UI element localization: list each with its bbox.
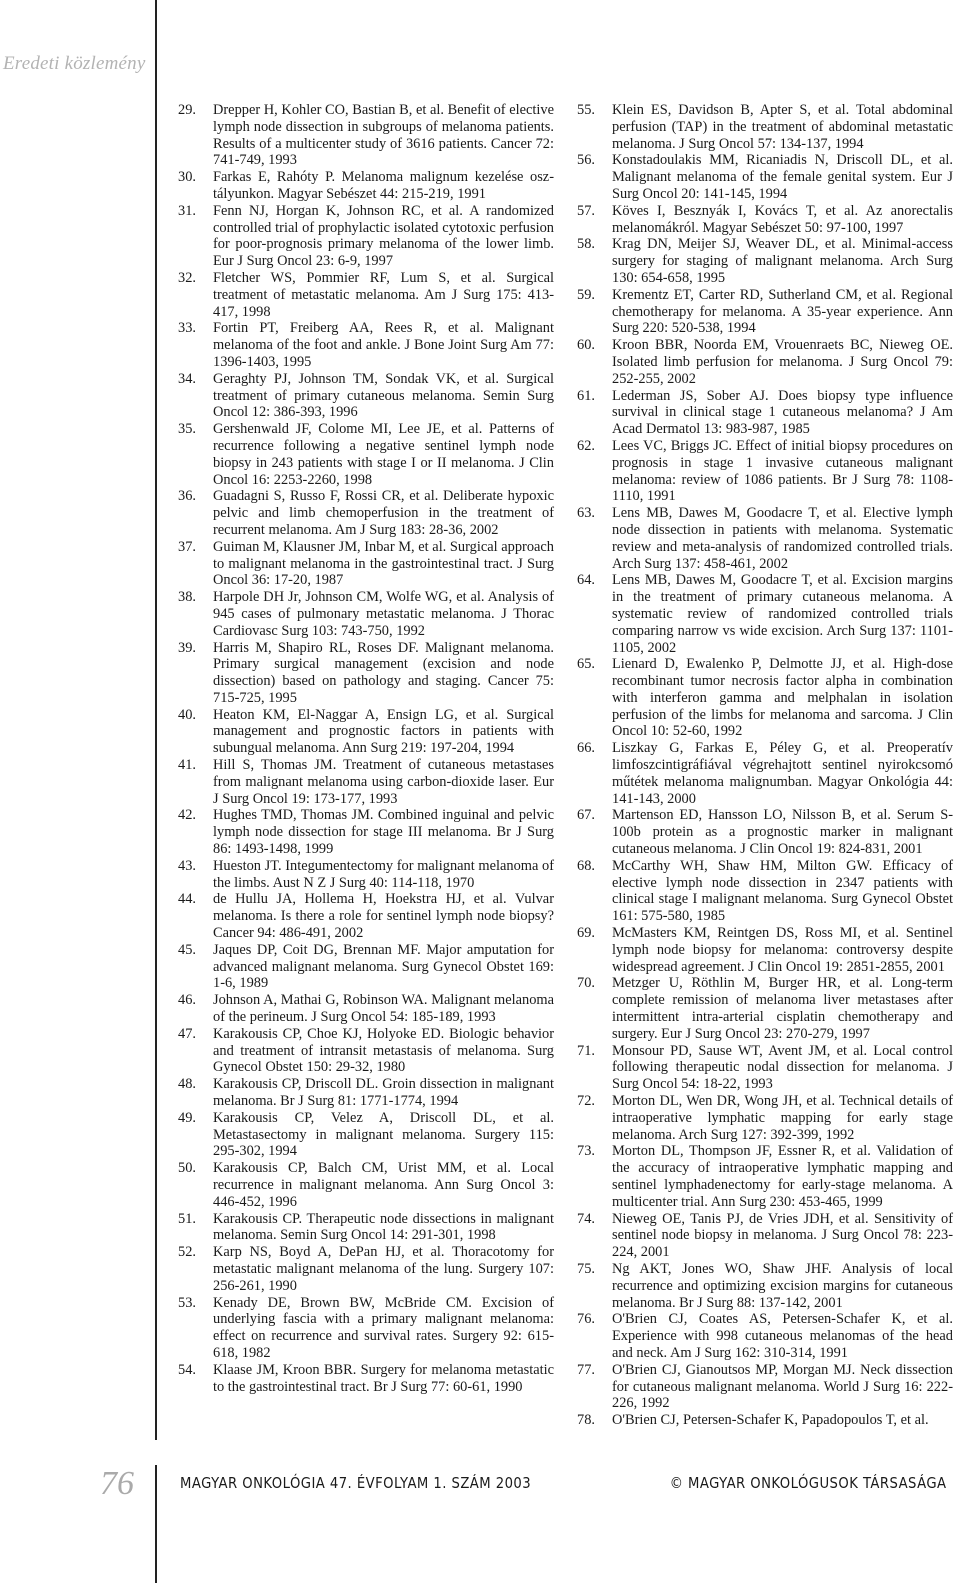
reference-number: 76. [577, 1311, 595, 1328]
reference-text: Martenson ED, Hansson LO, Nilsson B, et al. Serum S-100b protein as a prognostic marker in malignant cutaneous melanoma. J Clin Oncol 19: 824-831, 2001 [612, 807, 953, 858]
reference-text: Karakousis CP, Velez A, Driscoll DL, et al. Metastasectomy in malignant melanoma. Surgery 115: 295-302, 1994 [213, 1109, 554, 1160]
reference-item [178, 539, 554, 589]
reference-item [577, 1093, 953, 1143]
reference-text: Jaques DP, Coit DG, Brennan MF. Major amputation for advanced malignant melanoma. Surg Gynecol Obstet 169: 1-6, 1989 [213, 941, 554, 992]
reference-number: 77. [577, 1361, 595, 1378]
reference-item [178, 421, 554, 488]
reference-text: O'Brien CJ, Petersen-Schafer K, Papadopoulos T, et al. [612, 1412, 929, 1429]
reference-text: Fortin PT, Freiberg AA, Rees R, et al. Malignant melanoma of the foot and ankle. J Bone Joint Surg Am 77: 1396-1403, 1995 [213, 320, 554, 370]
reference-text: Lens MB, Dawes M, Goodacre T, et al. Excision margins in the treatment of primary cutaneous melanoma. A systematic review of randomized controlled trials comparing narrow vs wide excision. Arch Surg 137: 1101-1105, 2002 [612, 572, 953, 656]
reference-text: Hueston JT. Integumentectomy for malignant melanoma of the limbs. Aust N Z J Surg 40: 114-118, 1970 [213, 857, 554, 891]
reference-item [577, 656, 953, 740]
reference-item [577, 1043, 953, 1093]
reference-number: 51. [178, 1210, 196, 1227]
reference-number: 38. [178, 589, 196, 606]
reference-number: 54. [178, 1361, 196, 1378]
reference-item [178, 1362, 554, 1396]
reference-text: Karakousis CP, Choe KJ, Holyoke ED. Biologic behavior and treatment of intransit metastasis of melanoma. Surg Gynecol Obstet 150: 29-32, 1980 [213, 1025, 554, 1076]
reference-number: 55. [577, 102, 595, 118]
reference-number: 57. [577, 202, 595, 219]
reference-item [577, 925, 953, 975]
reference-number: 34. [178, 370, 196, 387]
reference-number: 43. [178, 857, 196, 874]
reference-text: Liszkay G, Farkas E, Péley G, et al. Preoperatív limfoszcintigráfiával végrehajtott sentinel nyirokcsomó műtétek melanoma malignumban. Magyar Onkológia 44: 141-143, 2000 [612, 740, 953, 807]
reference-item [178, 1076, 554, 1110]
reference-number: 65. [577, 656, 595, 673]
reference-number: 31. [178, 202, 196, 219]
journal-footer: MAGYAR ONKOLÓGIA 47. ÉVFOLYAM 1. SZÁM 2003 [180, 1474, 532, 1492]
reference-text: Karakousis CP, Balch CM, Urist MM, et al. Local recurrence in malignant melanoma. Ann Surg Oncol 3: 446-452, 1996 [213, 1160, 554, 1210]
reference-number: 62. [577, 437, 595, 454]
reference-number: 58. [577, 236, 595, 253]
reference-text: Karakousis CP, Driscoll DL. Groin dissection in malignant melanoma. Br J Surg 81: 1771-1774, 1994 [213, 1076, 554, 1110]
reference-item [178, 102, 554, 169]
reference-item [178, 942, 554, 992]
reference-text: Lienard D, Ewalenko P, Delmotte JJ, et al. High-dose recombinant tumor necrosis factor alpha in combination with interferon gamma and melphalan in isolation perfusion of the limbs for melanoma and sarcoma. J Clin Oncol 10: 52-60, 1992 [612, 656, 953, 740]
reference-text: Lees VC, Briggs JC. Effect of initial biopsy procedures on prognosis in stage 1 invasive cutaneous malignant melanoma: review of 1086 patients. Br J Surg 78: 1108-1110, 1991 [612, 437, 953, 505]
reference-item [178, 1110, 554, 1160]
reference-item [178, 757, 554, 807]
reference-number: 73. [577, 1143, 595, 1160]
reference-item [178, 891, 554, 941]
reference-item [577, 388, 953, 438]
reference-text: Hughes TMD, Thomas JM. Combined inguinal and pelvic lymph node dissection for stage III melanoma. Br J Surg 86: 1493-1498, 1999 [213, 807, 554, 858]
reference-item [577, 1261, 953, 1311]
reference-number: 44. [178, 891, 196, 908]
reference-list-left [178, 102, 554, 1395]
reference-number: 41. [178, 757, 196, 774]
reference-item [577, 1362, 953, 1412]
reference-item [178, 589, 554, 639]
reference-list-right [577, 102, 953, 1429]
reference-item [178, 807, 554, 857]
reference-text: O'Brien CJ, Gianoutsos MP, Morgan MJ. Neck dissection for cutaneous malignant melanoma. World J Surg 16: 222-226, 1992 [612, 1361, 953, 1412]
reference-number: 75. [577, 1260, 595, 1277]
reference-text: Guadagni S, Russo F, Rossi CR, et al. Deliberate hypoxic pelvic and limb chemoperfusion in the treatment of recurrent melanoma. Am J Surg 183: 28-36, 2002 [213, 488, 554, 538]
reference-text: Geraghty PJ, Johnson TM, Sondak VK, et al. Surgical treatment of primary cutaneous melanoma. Semin Surg Oncol 12: 386-393, 1996 [213, 370, 554, 421]
footer-divider-line [155, 1465, 157, 1583]
reference-number: 67. [577, 807, 595, 824]
reference-text: Klein ES, Davidson B, Apter S, et al. Total abdominal perfusion (TAP) in the treatment of abdominal metastatic melanoma. J Surg Oncol 57: 134-137, 1994 [612, 102, 953, 152]
reference-number: 29. [178, 102, 196, 118]
reference-item [178, 707, 554, 757]
reference-item [178, 1295, 554, 1362]
reference-item [577, 1412, 953, 1429]
reference-item [178, 320, 554, 370]
reference-number: 30. [178, 169, 196, 186]
reference-text: Konstadoulakis MM, Ricaniadis N, Driscoll DL, et al. Malignant melanoma of the female genital system. Eur J Surg Oncol 20: 141-145, 1994 [612, 152, 953, 202]
reference-item [178, 371, 554, 421]
reference-item [577, 337, 953, 387]
reference-number: 42. [178, 807, 196, 824]
reference-text: Morton DL, Thompson JF, Essner R, et al. Validation of the accuracy of intraoperative lymphatic mapping and sentinel lymphadenectomy for early-stage melanoma. A multicenter trial. Ann Surg 230: 453-465, 1999 [612, 1143, 953, 1210]
reference-text: Farkas E, Rahóty P. Melanoma malignum kezelése osztályunkon. Magyar Sebészet 44: 215-219, 1991 [213, 169, 554, 202]
reference-item [577, 505, 953, 572]
reference-text: Lederman JS, Sober AJ. Does biopsy type influence survival in clinical stage 1 cutaneous melanoma? J Am Acad Dermatol 13: 983-987, 1985 [612, 387, 953, 438]
reference-text: Hill S, Thomas JM. Treatment of cutaneous metastases from malignant melanoma using carbon-dioxide laser. Eur J Surg Oncol 19: 173-177, 1993 [213, 757, 554, 807]
header-divider-line [155, 0, 157, 100]
reference-item [577, 975, 953, 1042]
reference-number: 60. [577, 337, 595, 354]
reference-text: Drepper H, Kohler CO, Bastian B, et al. Benefit of elective lymph node dissection in subgroups of melanoma patients. Results of a multicenter study of 3616 patients. Cancer 72: 741-749, 1993 [213, 102, 554, 169]
reference-text: Kroon BBR, Noorda EM, Vrouenraets BC, Nieweg OE. Isolated limb perfusion for melanoma. J Surg Oncol 79: 252-255, 2002 [612, 337, 953, 387]
reference-number: 47. [178, 1025, 196, 1042]
reference-text: Karakousis CP. Therapeutic node dissections in malignant melanoma. Semin Surg Oncol 14: 291-301, 1998 [213, 1210, 554, 1244]
reference-number: 71. [577, 1042, 595, 1059]
reference-item [577, 572, 953, 656]
reference-item [178, 1211, 554, 1245]
reference-number: 36. [178, 488, 196, 505]
reference-text: Ng AKT, Jones WO, Shaw JHF. Analysis of local recurrence and optimizing excision margins for cutaneous melanoma. Br J Surg 88: 137-142, 2001 [612, 1260, 953, 1311]
reference-number: 66. [577, 740, 595, 757]
reference-text: Harpole DH Jr, Johnson CM, Wolfe WG, et al. Analysis of 945 cases of pulmonary metastatic melanoma. J Thorac Cardiovasc Surg 103: 743-750, 1992 [213, 589, 554, 639]
reference-number: 61. [577, 387, 595, 404]
reference-number: 48. [178, 1076, 196, 1093]
page-number: 76 [100, 1465, 134, 1502]
reference-text: McMasters KM, Reintgen DS, Ross MI, et al. Sentinel lymph node biopsy for melanoma: controversy despite widespread agreement. J Clin Oncol 19: 2851-2855, 2001 [612, 925, 953, 975]
reference-text: Fletcher WS, Pommier RF, Lum S, et al. Surgical treatment of metastatic melanoma. Am J Surg 175: 413-417, 1998 [213, 269, 554, 320]
reference-number: 68. [577, 857, 595, 874]
reference-item [577, 287, 953, 337]
reference-item [577, 236, 953, 286]
reference-number: 69. [577, 925, 595, 942]
reference-number: 70. [577, 975, 595, 992]
reference-text: Morton DL, Wen DR, Wong JH, et al. Technical details of intraoperative lymphatic mapping for early stage melanoma. Arch Surg 127: 392-399, 1992 [612, 1093, 953, 1143]
reference-text: Köves I, Besznyák I, Kovács T, et al. Az anorectalis melanomákról. Magyar Sebészet 50: 97-100, 1997 [612, 202, 953, 236]
reference-item [577, 858, 953, 925]
reference-number: 72. [577, 1093, 595, 1110]
reference-item [178, 858, 554, 892]
reference-text: Karp NS, Boyd A, DePan HJ, et al. Thoracotomy for metastatic malignant melanoma of the lung. Surgery 107: 256-261, 1990 [213, 1244, 554, 1294]
reference-number: 59. [577, 286, 595, 303]
reference-item [577, 1143, 953, 1210]
reference-number: 52. [178, 1244, 196, 1261]
reference-item [577, 203, 953, 237]
copyright-footer: © MAGYAR ONKOLÓGUSOK TÁRSASÁGA [669, 1474, 946, 1492]
reference-text: Kenady DE, Brown BW, McBride CM. Excision of underlying fascia with a primary malignant melanoma: effect on recurrence and survival rates. Surgery 92: 615-618, 1982 [213, 1294, 554, 1361]
reference-text: Johnson A, Mathai G, Robinson WA. Malignant melanoma of the perineum. J Surg Oncol 54: 185-189, 1993 [213, 992, 554, 1026]
reference-number: 56. [577, 152, 595, 169]
reference-number: 78. [577, 1412, 595, 1429]
reference-number: 37. [178, 538, 196, 555]
reference-number: 74. [577, 1210, 595, 1227]
reference-text: Monsour PD, Sause WT, Avent JM, et al. Local control following therapeutic nodal dissection for melanoma. J Surg Oncol 54: 18-22, 1993 [612, 1042, 953, 1093]
reference-number: 35. [178, 421, 196, 438]
reference-item [577, 1211, 953, 1261]
reference-number: 49. [178, 1109, 196, 1126]
reference-number: 63. [577, 505, 595, 522]
reference-item [178, 1160, 554, 1210]
reference-item [577, 1311, 953, 1361]
reference-text: Fenn NJ, Horgan K, Johnson RC, et al. A randomized controlled trial of prophylactic isolated cytotoxic perfusion for poor-prognosis primary melanoma of the lower limb. Eur J Surg Oncol 23: 6-9, 1997 [213, 202, 554, 270]
reference-item [178, 1244, 554, 1294]
reference-item [178, 169, 554, 203]
reference-text: Guiman M, Klausner JM, Inbar M, et al. Surgical approach to malignant melanoma in the gastrointestinal tract. J Surg Oncol 36: 17-20, 1987 [213, 538, 554, 589]
reference-text: Metzger U, Röthlin M, Burger HR, et al. Long-term complete remission of melanoma liver metastases after intermittent intra-arterial cisplatin chemotherapy and surgery. Eur J Surg Oncol 23: 270-279, 1997 [612, 975, 953, 1042]
column-divider-line [155, 100, 157, 1440]
reference-number: 45. [178, 941, 196, 958]
section-label: Eredeti közlemény [3, 53, 146, 74]
reference-text: McCarthy WH, Shaw HM, Milton GW. Efficacy of elective lymph node dissection in 2347 patients with clinical stage I malignant melanoma. Surg Gynecol Obstet 161: 575-580, 1985 [612, 857, 953, 925]
reference-item [178, 270, 554, 320]
reference-number: 46. [178, 992, 196, 1009]
reference-item [577, 740, 953, 807]
reference-text: Harris M, Shapiro RL, Roses DF. Malignant melanoma. Primary surgical management (excision and node dissection) based on pathology and staging. Cancer 75: 715-725, 1995 [213, 639, 554, 706]
reference-item [178, 203, 554, 270]
reference-text: Krementz ET, Carter RD, Sutherland CM, et al. Regional chemotherapy for melanoma. A 35-year experience. Ann Surg 220: 520-538, 1994 [612, 286, 953, 337]
reference-number: 33. [178, 320, 196, 337]
reference-text: Krag DN, Meijer SJ, Weaver DL, et al. Minimal-access surgery for staging of malignant melanoma. Arch Surg 130: 654-658, 1995 [612, 236, 953, 286]
reference-number: 40. [178, 706, 196, 723]
reference-item [178, 488, 554, 538]
reference-item [577, 152, 953, 202]
reference-item [577, 102, 953, 152]
reference-number: 64. [577, 572, 595, 589]
reference-item [178, 640, 554, 707]
reference-item [577, 807, 953, 857]
reference-text: O'Brien CJ, Coates AS, Petersen-Schafer K, et al. Experience with 998 cutaneous melanomas of the head and neck. Am J Surg 162: 310-314, 1991 [612, 1311, 953, 1361]
reference-text: Klaase JM, Kroon BBR. Surgery for melanoma metastatic to the gastrointestinal tract. Br J Surg 77: 60-61, 1990 [213, 1361, 554, 1395]
reference-item [577, 438, 953, 505]
reference-item [178, 992, 554, 1026]
reference-item [178, 1026, 554, 1076]
reference-text: Heaton KM, El-Naggar A, Ensign LG, et al. Surgical management and prognostic factors in patients with subungual melanoma. Ann Surg 219: 197-204, 1994 [213, 706, 554, 757]
reference-number: 50. [178, 1160, 196, 1177]
reference-number: 32. [178, 269, 196, 286]
reference-text: de Hullu JA, Hollema H, Hoekstra HJ, et al. Vulvar melanoma. Is there a role for sentinel lymph node biopsy? Cancer 94: 486-491, 2002 [213, 891, 554, 942]
reference-text: Lens MB, Dawes M, Goodacre T, et al. Elective lymph node dissection in patients with melanoma. Systematic review and meta-analysis of randomized controlled trials. Arch Surg 137: 458-461, 2002 [612, 505, 953, 572]
reference-number: 53. [178, 1294, 196, 1311]
reference-text: Gershenwald JF, Colome MI, Lee JE, et al. Patterns of recurrence following a negative sentinel lymph node biopsy in 243 patients with stage I or II melanoma. J Clin Oncol 16: 2253-2260, 1998 [213, 421, 554, 488]
reference-text: Nieweg OE, Tanis PJ, de Vries JDH, et al. Sensitivity of sentinel node biopsy in melanoma. J Surg Oncol 78: 223-224, 2001 [612, 1210, 953, 1261]
reference-number: 39. [178, 639, 196, 656]
